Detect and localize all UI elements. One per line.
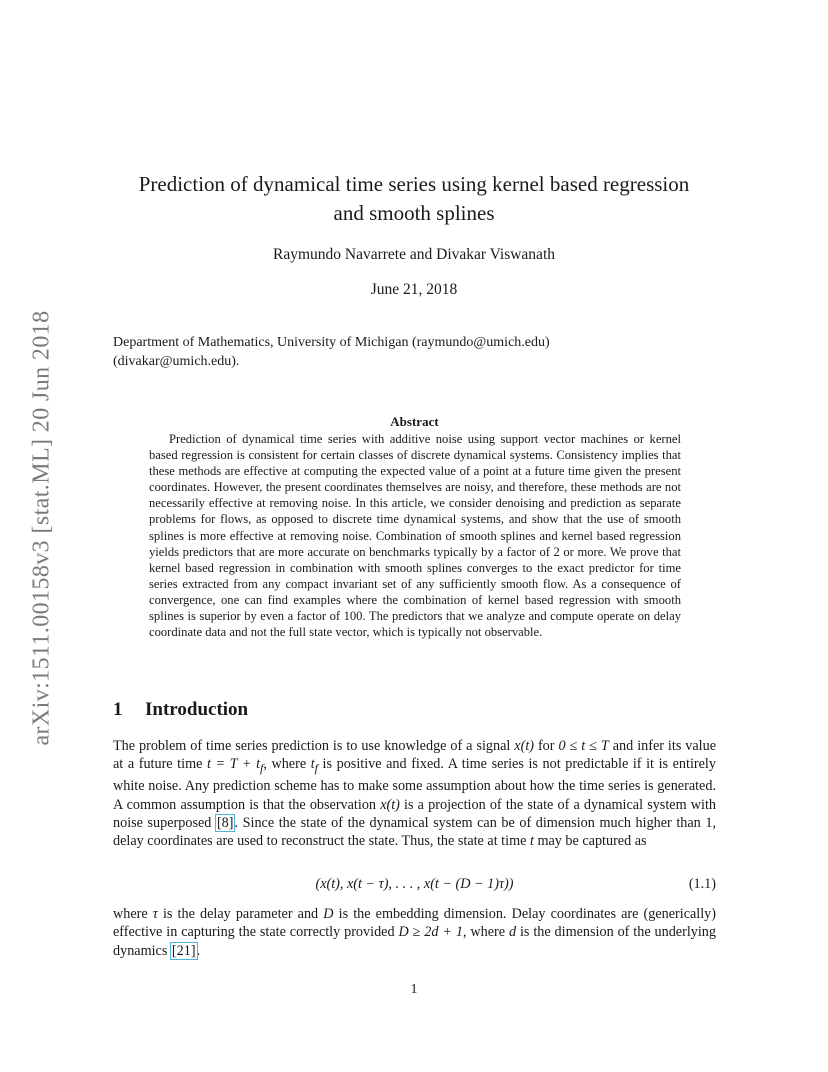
math-inline: t: [529, 833, 534, 850]
equation-1-1: [113, 876, 716, 896]
section-title: Introduction: [145, 699, 249, 720]
intro-paragraph-1: [113, 737, 716, 851]
publication-date: June 21, 2018: [370, 281, 458, 298]
title-line-2: and smooth splines: [333, 201, 495, 225]
text-run: where: [113, 906, 153, 922]
math-inline: x(t): [514, 738, 534, 754]
math-subscript: f: [260, 761, 264, 776]
authors: Raymundo Navarrete and Divakar Viswanath: [273, 246, 555, 263]
text-run: .: [196, 942, 201, 959]
text-run: is the embedding dimension. Delay coordinates are (generically) effective in capturing the state correctly provided: [113, 906, 716, 941]
title-line-1: Prediction of dynamical time series using kernel based regression: [138, 172, 690, 196]
intro-paragraph-2: [113, 905, 716, 960]
text-run: is positive and fixed. A time series is not predictable if it is entirely white noise. Any prediction scheme has to make some assumption about how the time series is generated. A common assumption is that the observation: [113, 756, 716, 813]
citation-link-8[interactable]: [8]: [216, 815, 234, 832]
math-subscript: f: [314, 761, 318, 776]
abstract-heading: Abstract: [390, 414, 439, 429]
math-inline: d: [508, 924, 517, 941]
page-number: 1: [410, 982, 418, 997]
affiliation: [113, 333, 713, 371]
citation-link-21[interactable]: [21]: [171, 942, 196, 959]
math-inline: x(t): [380, 796, 400, 813]
math-inline: t: [310, 756, 315, 773]
paper-title: [100, 170, 728, 228]
text-run: and infer its value at a future time: [113, 738, 717, 773]
text-run: , where: [263, 756, 311, 773]
math-inline: D ≥ 2d + 1: [398, 924, 463, 941]
text-run: is the delay parameter and: [157, 906, 324, 922]
affiliation-line-1: Department of Mathematics, University of Michigan (raymundo@umich.edu): [113, 335, 550, 350]
text-run: , where: [462, 924, 509, 941]
text-run: for: [534, 738, 559, 754]
math-inline: t = T + t: [207, 756, 261, 773]
section-number: 1: [113, 699, 123, 720]
text-run: The problem of time series prediction is to use knowledge of a signal: [113, 738, 515, 754]
math-inline: τ: [152, 906, 158, 922]
equation-number: (1.1): [688, 876, 716, 892]
section-heading: [113, 699, 248, 721]
affiliation-line-2: (divakar@umich.edu).: [113, 354, 240, 369]
equation-body: (x(t), x(t − τ), . . . , x(t − (D − 1)τ)): [315, 876, 514, 892]
arxiv-identifier: arXiv:1511.00158v3 [stat.ML] 20 Jun 2018: [28, 310, 55, 746]
math-inline: D: [323, 906, 334, 922]
text-run: is a projection of the state of a dynamical system with noise superposed: [113, 796, 716, 832]
text-run: . Since the state of the dynamical system can be of dimension much higher than 1, delay coordinates are used to reconstruct the state. Thus, the state at time: [113, 815, 716, 850]
text-run: may be captured as: [533, 833, 647, 850]
abstract-text: Prediction of dynamical time series with additive noise using support vector machines or kernel based regression is consistent for certain classes of discrete dynamical systems. Consistency implies that these methods are effective at computing the expected value of a point at a future time given the present coordinates. However, the present coordinates themselves are noisy, and therefore, these methods are not necessarily effective at removing noise. In this article, we consider denoising and prediction as separate problems for flows, as opposed to discrete time dynamical systems, and show that the use of smooth splines is more effective at removing noise. Combination of smooth splines and kernel based regression yields predictors that are more accurate on benchmarks typically by a factor of 2 or more. We prove that kernel based regression in combination with smooth splines converges to the exact predictor for time series extracted from any compact invariant set of any sufficiently smooth flow. As a consequence of convergence, one can find examples where the combination of kernel based regression with smooth splines is superior by even a factor of 100. The predictors that we analyze and compute operate on delay coordinate data and not the full state vector, which is typically not observable.: [149, 432, 681, 640]
math-inline: 0 ≤ t ≤ T: [558, 738, 609, 754]
text-run: is the dimension of the underlying dynamics: [113, 924, 716, 959]
